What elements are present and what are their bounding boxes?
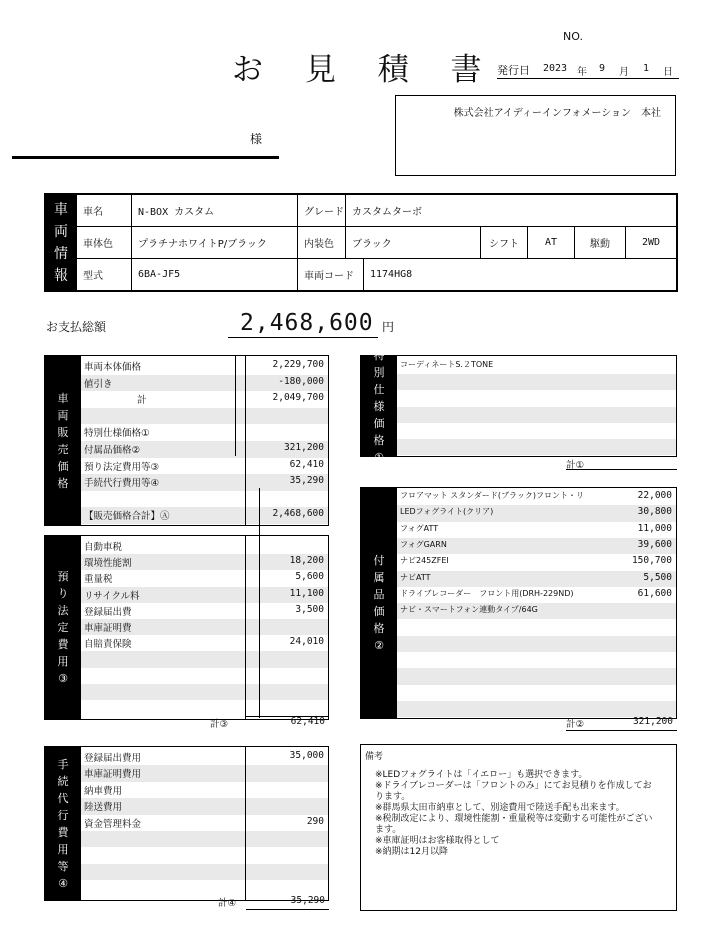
special-row <box>397 423 676 439</box>
deposit-fees-table <box>44 535 329 720</box>
model-code-value: 6BA-JF5 <box>131 259 297 290</box>
sales-item-label: 車両本体価格 <box>84 362 142 373</box>
deposit-row <box>81 635 328 651</box>
sales-item-amount: 321,200 <box>283 442 324 453</box>
procedure-subtotal-underline <box>246 909 329 910</box>
side-char: ② <box>374 639 384 652</box>
special-row <box>397 439 676 455</box>
side-char: 行 <box>57 808 69 822</box>
accessories-item-label: フォグATT <box>400 523 439 533</box>
side-char: ① <box>374 450 384 464</box>
side-char: 等 <box>57 859 69 873</box>
side-char: 車 <box>54 202 68 218</box>
remarks-line: ます。 <box>375 825 402 835</box>
column-divider <box>259 488 260 718</box>
side-char: 両 <box>54 224 68 240</box>
accessories-row <box>397 685 676 701</box>
accessories-row <box>397 522 676 538</box>
accessories-subtotal-label: 計② <box>566 719 585 730</box>
sales-row <box>81 358 328 375</box>
procedure-row <box>81 798 328 814</box>
procedure-item-label: 陸送費用 <box>84 802 123 814</box>
procedure-side-label <box>45 747 81 900</box>
procedure-row <box>81 815 328 831</box>
side-char: 属 <box>373 571 385 584</box>
sales-item-amount: 62,410 <box>289 458 324 470</box>
accessories-item-amount: 5,500 <box>643 571 672 583</box>
sales-row <box>81 491 328 508</box>
accessories-row <box>397 538 676 554</box>
remarks-line: ※税制改定により、環境性能割・重量税等は変動する可能性がござい <box>375 814 653 824</box>
side-char: 報 <box>54 268 68 284</box>
customer-honorific: 様 <box>250 132 263 146</box>
side-char: 販 <box>57 425 69 439</box>
procedure-row <box>81 864 328 880</box>
remarks-box <box>360 744 677 911</box>
model-code-label: 型式 <box>76 259 131 290</box>
vehicle-info-table <box>44 193 678 292</box>
sales-price-table <box>44 355 329 526</box>
accessories-item-label: ドライブレコーダー フロント用(DRH-229ND) <box>400 588 574 598</box>
side-char: 法 <box>57 604 69 617</box>
issue-year: 2023 <box>543 63 568 74</box>
side-char: ③ <box>58 672 68 685</box>
side-char: 両 <box>57 408 69 422</box>
sales-item-label: 値引き <box>84 378 113 390</box>
accessories-item-amount: 22,000 <box>637 490 672 501</box>
procedure-subtotal-amount: 35,290 <box>290 895 325 906</box>
special-row <box>397 358 676 374</box>
accessories-row <box>397 489 676 505</box>
vehicle-name-label: 車名 <box>76 195 131 226</box>
sales-row <box>81 507 328 524</box>
accessories-item-label: ナビ245ZFEI <box>400 556 449 566</box>
remarks-line: ります。 <box>375 792 411 802</box>
sales-row <box>81 391 328 408</box>
procedure-row <box>81 749 328 765</box>
vehicle-code-value: 1174HG8 <box>363 259 676 290</box>
deposit-row <box>81 587 328 603</box>
side-char: 定 <box>57 621 69 634</box>
accessories-item-amount: 30,800 <box>637 506 672 518</box>
sales-side-label <box>45 356 81 525</box>
accessories-item-label: フォグGARN <box>400 539 447 549</box>
procedure-item-label: 納車費用 <box>84 785 123 797</box>
accessories-row <box>397 603 676 619</box>
accessories-subtotal-amount: 321,200 <box>632 716 673 727</box>
accessories-table <box>360 487 677 719</box>
sales-item-amount: 35,290 <box>289 475 324 487</box>
procedure-subtotal-label: 計④ <box>218 898 237 909</box>
total-payment-label: お支払総額 <box>46 320 107 334</box>
deposit-subtotal-label: 計③ <box>210 719 229 730</box>
sales-item-amount: 2,468,600 <box>272 508 324 520</box>
accessories-item-label: フロアマット スタンダード(ブラック)フロント・リ <box>400 491 584 500</box>
grade-label: グレード <box>297 195 345 226</box>
special-side-label <box>361 348 397 464</box>
side-char: 別 <box>373 365 385 379</box>
side-char: 品 <box>373 588 385 601</box>
deposit-item-amount: 18,200 <box>289 555 324 567</box>
side-char: 格 <box>373 433 385 447</box>
side-char: 用 <box>57 842 69 856</box>
deposit-row <box>81 651 328 667</box>
accessories-row <box>397 668 676 684</box>
special-row <box>397 374 676 390</box>
side-char: 売 <box>57 442 69 456</box>
deposit-row <box>81 668 328 684</box>
procedure-fees-table <box>44 746 329 901</box>
sales-row <box>81 375 328 392</box>
accessories-subtotal-underline <box>566 730 677 731</box>
vehicle-info-side-label <box>46 195 76 290</box>
side-char: 付 <box>373 554 385 567</box>
side-char: 代 <box>57 791 69 805</box>
procedure-row <box>81 782 328 798</box>
side-char: 費 <box>57 638 69 651</box>
special-subtotal-label: 計① <box>566 460 585 471</box>
deposit-row <box>81 684 328 700</box>
side-char: 格 <box>373 622 385 635</box>
deposit-item-label: リサイクル料 <box>84 590 140 602</box>
sales-item-label: 付属品価格② <box>84 445 141 456</box>
sales-item-label: 預り法定費用等③ <box>84 461 160 473</box>
procedure-item-amount: 35,000 <box>289 750 324 761</box>
deposit-row <box>81 538 328 554</box>
vehicle-name: N-BOX カスタム <box>131 195 297 226</box>
accessories-item-label: ナビ・スマートフォン連動タイプ/64G <box>400 605 538 615</box>
side-char: 価 <box>373 605 385 618</box>
accessories-row <box>397 554 676 570</box>
month-label: 月 <box>619 67 629 78</box>
deposit-subtotal-amount: 62,410 <box>290 716 325 727</box>
accessories-item-amount: 150,700 <box>631 555 672 567</box>
procedure-item-amount: 290 <box>306 815 324 827</box>
accessories-row <box>397 571 676 587</box>
special-subtotal-underline <box>566 469 677 470</box>
sales-row <box>81 458 328 475</box>
deposit-row <box>81 603 328 619</box>
column-divider <box>235 356 236 456</box>
deposit-item-amount: 3,500 <box>295 603 324 615</box>
procedure-item-label: 資金管理料金 <box>84 818 142 830</box>
remarks-line: ※車庫証明はお客様取得として <box>375 836 500 846</box>
total-payment-unit: 円 <box>382 320 395 334</box>
deposit-item-amount: 24,010 <box>289 636 324 648</box>
column-divider <box>245 747 246 900</box>
sales-item-label: 手続代行費用等④ <box>84 478 160 490</box>
shift-value: AT <box>527 227 574 258</box>
special-row <box>397 407 676 423</box>
interior-color-label: 内装色 <box>297 227 345 258</box>
customer-name-line <box>12 156 279 159</box>
remarks-line: ※納期は12月以降 <box>375 847 448 857</box>
side-char: 価 <box>57 459 69 473</box>
shift-label: シフト <box>480 227 527 258</box>
deposit-item-label: 自賠責保険 <box>84 639 132 651</box>
deposit-item-amount: 11,100 <box>289 587 324 599</box>
accessories-item-label: ナビATT <box>400 572 431 582</box>
special-spec-table <box>360 348 677 464</box>
sales-item-label: 特別仕様価格① <box>84 428 150 440</box>
issue-month: 9 <box>599 63 606 74</box>
deposit-side-label <box>45 536 81 719</box>
sales-row <box>81 474 328 491</box>
side-char: 手 <box>57 757 69 771</box>
procedure-row <box>81 831 328 847</box>
procedure-item-label: 車庫証明費用 <box>84 769 142 781</box>
grade-value: カスタムターボ <box>345 195 676 226</box>
special-item-label: コーディネートS.２TONE <box>400 360 494 369</box>
total-underline <box>228 337 378 338</box>
issuer-box <box>395 95 676 176</box>
side-char: 特 <box>373 348 385 362</box>
sales-row <box>81 408 328 425</box>
accessories-row <box>397 636 676 652</box>
side-char: 格 <box>57 476 69 490</box>
side-char: 預 <box>57 570 69 583</box>
accessories-row <box>397 652 676 668</box>
remarks-label: 備考 <box>365 752 384 762</box>
side-char: 用 <box>57 655 69 668</box>
accessories-item-amount: 39,600 <box>637 538 672 550</box>
special-row <box>397 390 676 406</box>
deposit-subtotal-underline <box>246 716 329 717</box>
deposit-item-label: 車庫証明費 <box>84 623 132 634</box>
accessories-row <box>397 619 676 635</box>
side-char: 続 <box>57 774 69 788</box>
year-label: 年 <box>577 67 587 78</box>
side-char: 情 <box>54 246 68 262</box>
issuer-company: 株式会社アイディーインフォメーション 本社 <box>453 108 661 119</box>
sales-item-amount: 2,049,700 <box>272 392 324 404</box>
sales-item-amount: 2,229,700 <box>272 359 324 370</box>
accessories-row <box>397 587 676 603</box>
side-char: 様 <box>373 399 385 413</box>
remarks-line: ※LEDフォグライトは「イエロー」も選択できます。 <box>375 770 588 780</box>
accessories-row <box>397 505 676 521</box>
accessories-item-amount: 11,000 <box>637 522 672 534</box>
deposit-item-label: 環境性能割 <box>84 558 132 570</box>
document-title: お 見 積 書 <box>232 52 498 88</box>
procedure-row <box>81 847 328 863</box>
deposit-item-label: 自動車税 <box>84 542 123 553</box>
sales-item-label: 計 <box>137 395 147 407</box>
accessories-row <box>397 701 676 717</box>
deposit-row <box>81 619 328 635</box>
sales-row <box>81 441 328 458</box>
accessories-side-label <box>361 488 397 718</box>
side-char: 仕 <box>373 382 385 396</box>
deposit-item-label: 登録届出費 <box>84 606 132 618</box>
vehicle-code-label: 車両コード <box>297 259 363 290</box>
issue-date <box>497 60 679 79</box>
sales-row <box>81 424 328 441</box>
deposit-row <box>81 700 328 716</box>
day-label: 日 <box>663 67 673 78</box>
sales-item-label: 【販売価格合計】Ⓐ <box>84 511 170 523</box>
remarks-line: ※ドライブレコーダーは「フロントのみ」にてお見積りを作成してお <box>375 781 652 791</box>
deposit-row <box>81 570 328 586</box>
side-char: 価 <box>373 416 385 430</box>
column-divider <box>245 356 246 525</box>
deposit-item-label: 重量税 <box>84 574 113 586</box>
drive-value: 2WD <box>625 227 676 258</box>
accessories-item-label: LEDフォグライト(クリア) <box>400 507 494 517</box>
side-char: 車 <box>57 391 69 405</box>
remarks-line: ※群馬県太田市納車として、別途費用で陸送手配も出来ます。 <box>375 803 625 813</box>
issue-day: 1 <box>643 63 650 74</box>
interior-color-value: ブラック <box>345 227 480 258</box>
issue-date-label: 発行日 <box>497 64 530 77</box>
body-color-label: 車体色 <box>76 227 131 258</box>
sales-item-amount: -180,000 <box>278 375 324 387</box>
deposit-row <box>81 554 328 570</box>
procedure-row <box>81 765 328 781</box>
body-color-value: プラチナホワイトP/ブラック <box>131 227 297 258</box>
deposit-item-amount: 5,600 <box>295 571 324 583</box>
procedure-item-label: 登録届出費用 <box>84 753 142 764</box>
column-divider <box>245 536 246 719</box>
estimate-number-label: NO. <box>563 30 583 43</box>
total-payment-amount: 2,468,600 <box>240 310 374 336</box>
drive-label: 駆動 <box>574 227 625 258</box>
side-char: ④ <box>58 876 68 890</box>
side-char: 費 <box>57 825 69 839</box>
side-char: り <box>57 587 69 600</box>
accessories-item-amount: 61,600 <box>637 587 672 599</box>
